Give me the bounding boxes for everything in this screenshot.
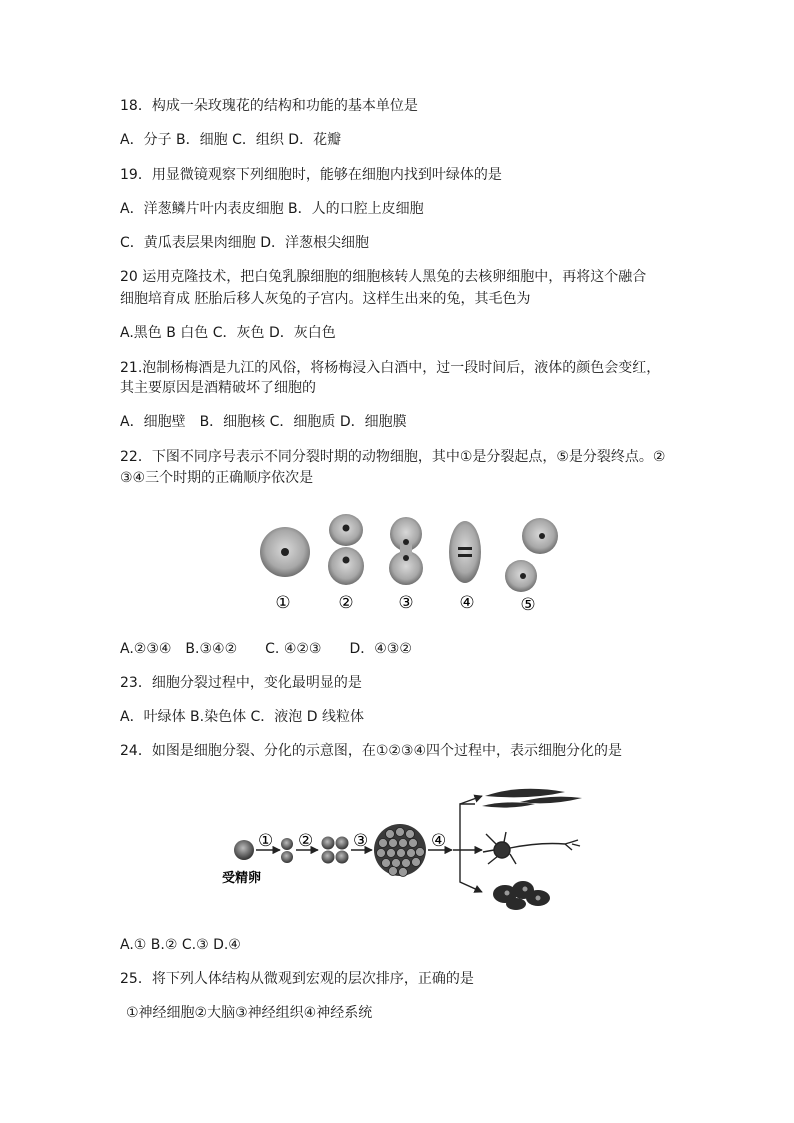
step-label-4: ④	[431, 831, 447, 851]
fertilized-egg	[234, 840, 254, 860]
stage-label-5: ⑤	[520, 595, 536, 615]
q24-stem: 24．如图是细胞分裂、分化的示意图，在①②③④四个过程中，表示细胞分化的是	[120, 743, 623, 759]
fertilized-egg-label: 受精卵	[222, 871, 262, 886]
cell-stage-3	[389, 517, 423, 585]
q22-options: A.②③④ B.③④② C. ④②③ D．④③②	[120, 641, 412, 657]
q23-options: A．叶绿体 B.染色体 C．液泡 D 线粒体	[120, 709, 364, 725]
q19-options-2: C．黄瓜表层果肉细胞 D．洋葱根尖细胞	[120, 235, 370, 251]
step-label-2: ②	[298, 831, 314, 851]
two-cell-stage	[281, 838, 293, 863]
cell-cluster	[374, 824, 426, 877]
cell-differentiation-figure	[220, 782, 585, 922]
cell-stage-5	[505, 518, 558, 592]
stage-label-2: ②	[338, 593, 354, 613]
q19-stem: 19．用显微镜观察下列细胞时，能够在细胞内找到叶绿体的是	[120, 167, 502, 183]
q22-stem-1: 22．下图不同序号表示不同分裂时期的动物细胞，其中①是分裂起点，⑤是分裂终点。②	[120, 449, 666, 465]
q25-stem: 25．将下列人体结构从微观到宏观的层次排序，正确的是	[120, 971, 474, 987]
q18-options: A．分子 B．细胞 C．组织 D．花瓣	[120, 132, 342, 148]
four-cell-stage	[322, 837, 349, 864]
stage-label-1: ①	[275, 593, 291, 613]
q19-options-1: A．洋葱鳞片叶内表皮细胞 B．人的口腔上皮细胞	[120, 201, 424, 217]
stage-label-3: ③	[398, 593, 414, 613]
cell-stage-4	[449, 521, 481, 583]
q20-stem-1: 20 运用克隆技术，把白兔乳腺细胞的细胞核转人黑兔的去核卵细胞中，再将这个融合	[120, 269, 647, 285]
q21-stem-1: 21.泡制杨梅酒是九江的风俗，将杨梅浸入白酒中，过一段时间后，液体的颜色会变红，	[120, 360, 661, 376]
q20-options: A.黑色 B 白色 C．灰色 D．灰白色	[120, 325, 336, 341]
muscle-cells	[482, 789, 582, 808]
cell-stage-1	[260, 527, 310, 577]
q25-items: ①神经细胞②大脑③神经组织④神经系统	[126, 1005, 373, 1021]
stage-label-4: ④	[459, 593, 475, 613]
epithelial-cells	[493, 881, 550, 910]
neuron-cell	[483, 832, 580, 864]
step-label-3: ③	[353, 831, 369, 851]
q22-stem-2: ③④三个时期的正确顺序依次是	[120, 470, 314, 486]
q21-options: A．细胞壁 B．细胞核 C．细胞质 D．细胞膜	[120, 414, 407, 430]
cell-stage-2	[328, 514, 364, 585]
q21-stem-2: 其主要原因是酒精破坏了细胞的	[120, 380, 316, 396]
q20-stem-2: 细胞培育成 胚胎后移人灰兔的子宫内。这样生出来的兔，其毛色为	[120, 291, 531, 307]
q24-options: A.① B.② C.③ D.④	[120, 937, 241, 953]
step-label-1: ①	[258, 831, 274, 851]
cell-division-figure	[255, 510, 565, 620]
q18-stem: 18．构成一朵玫瑰花的结构和功能的基本单位是	[120, 98, 418, 114]
q23-stem: 23．细胞分裂过程中，变化最明显的是	[120, 675, 362, 691]
